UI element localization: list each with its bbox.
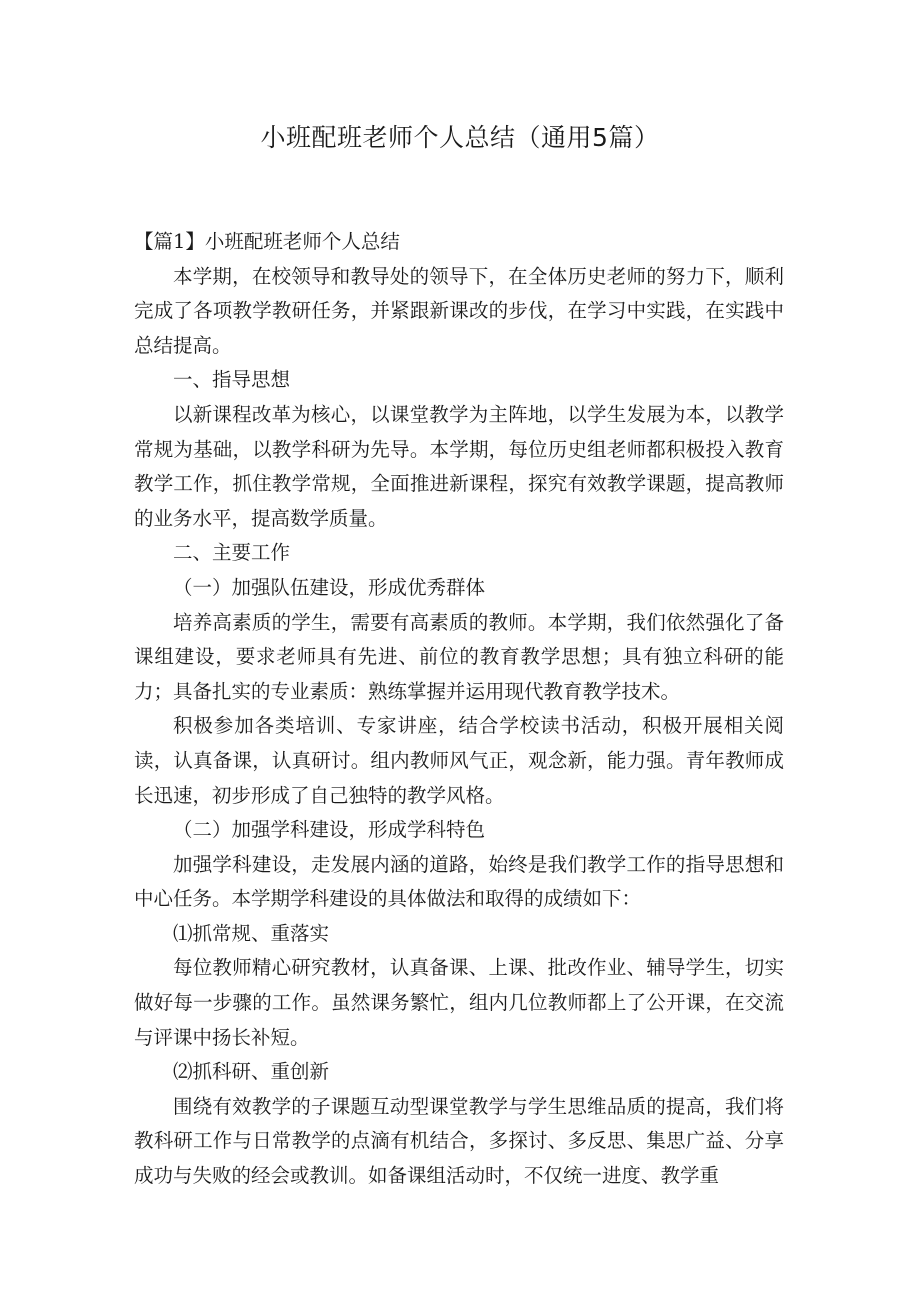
document-body — [134, 225, 784, 1194]
paragraph: 本学期，在校领导和教导处的领导下，在全体历史老师的努力下，顺利完成了各项教学教研任务，并紧跟新课改的步伐，在学习中实践，在实践中总结提高。 — [134, 264, 784, 357]
subsection-heading-subject-building: （二）加强学科建设，形成学科特色 — [173, 818, 486, 842]
item-heading-routine: ⑴抓常规、重落实 — [173, 921, 330, 945]
section-heading-part1: 【篇1】小班配班老师个人总结 — [134, 230, 400, 253]
subsection-heading-team-building: （一）加强队伍建设，形成优秀群体 — [173, 575, 486, 599]
section-heading-main-work: 二、主要工作 — [173, 541, 291, 565]
paragraph: 围绕有效教学的子课题互动型课堂教学与学生思维品质的提高，我们将教科研工作与日常教学的点滴有机结合，多探讨、多反思、集思广益、分享成功与失败的经会或教训。如备课组活动时，不仅统一进度、教学重 — [134, 1094, 784, 1188]
section-heading-guiding-thought: 一、指导思想 — [173, 368, 291, 392]
paragraph: 每位教师精心研究教材，认真备课、上课、批改作业、辅导学生，切实做好每一步骤的工作。虽然课务繁忙，组内几位教师都上了公开课，在交流与评课中扬长补短。 — [134, 956, 784, 1049]
document-title: 小班配班老师个人总结（通用5篇） — [260, 123, 660, 152]
paragraph: 积极参加各类培训、专家讲座，结合学校读书活动，积极开展相关阅读，认真备课，认真研讨。组内教师风气正，观念新，能力强。青年教师成长迅速，初步形成了自己独特的教学风格。 — [134, 714, 784, 807]
item-heading-research: ⑵抓科研、重创新 — [173, 1060, 330, 1084]
paragraph: 培养高素质的学生，需要有高素质的教师。本学期，我们依然强化了备课组建设，要求老师具有先进、前位的教育教学思想；具有独立科研的能力；具备扎实的专业素质：熟练掌握并运用现代教育教学技术。 — [134, 610, 784, 703]
paragraph: 加强学科建设，走发展内涵的道路，始终是我们教学工作的指导思想和中心任务。本学期学科建设的具体做法和取得的成绩如下： — [134, 852, 784, 911]
paragraph: 以新课程改革为核心，以课堂教学为主阵地，以学生发展为本，以教学常规为基础，以教学科研为先导。本学期，每位历史组老师都积极投入教育教学工作，抓住教学常规，全面推进新课程，探究有效教学课题，提高教师的业务水平，提高数学质量。 — [134, 402, 784, 530]
